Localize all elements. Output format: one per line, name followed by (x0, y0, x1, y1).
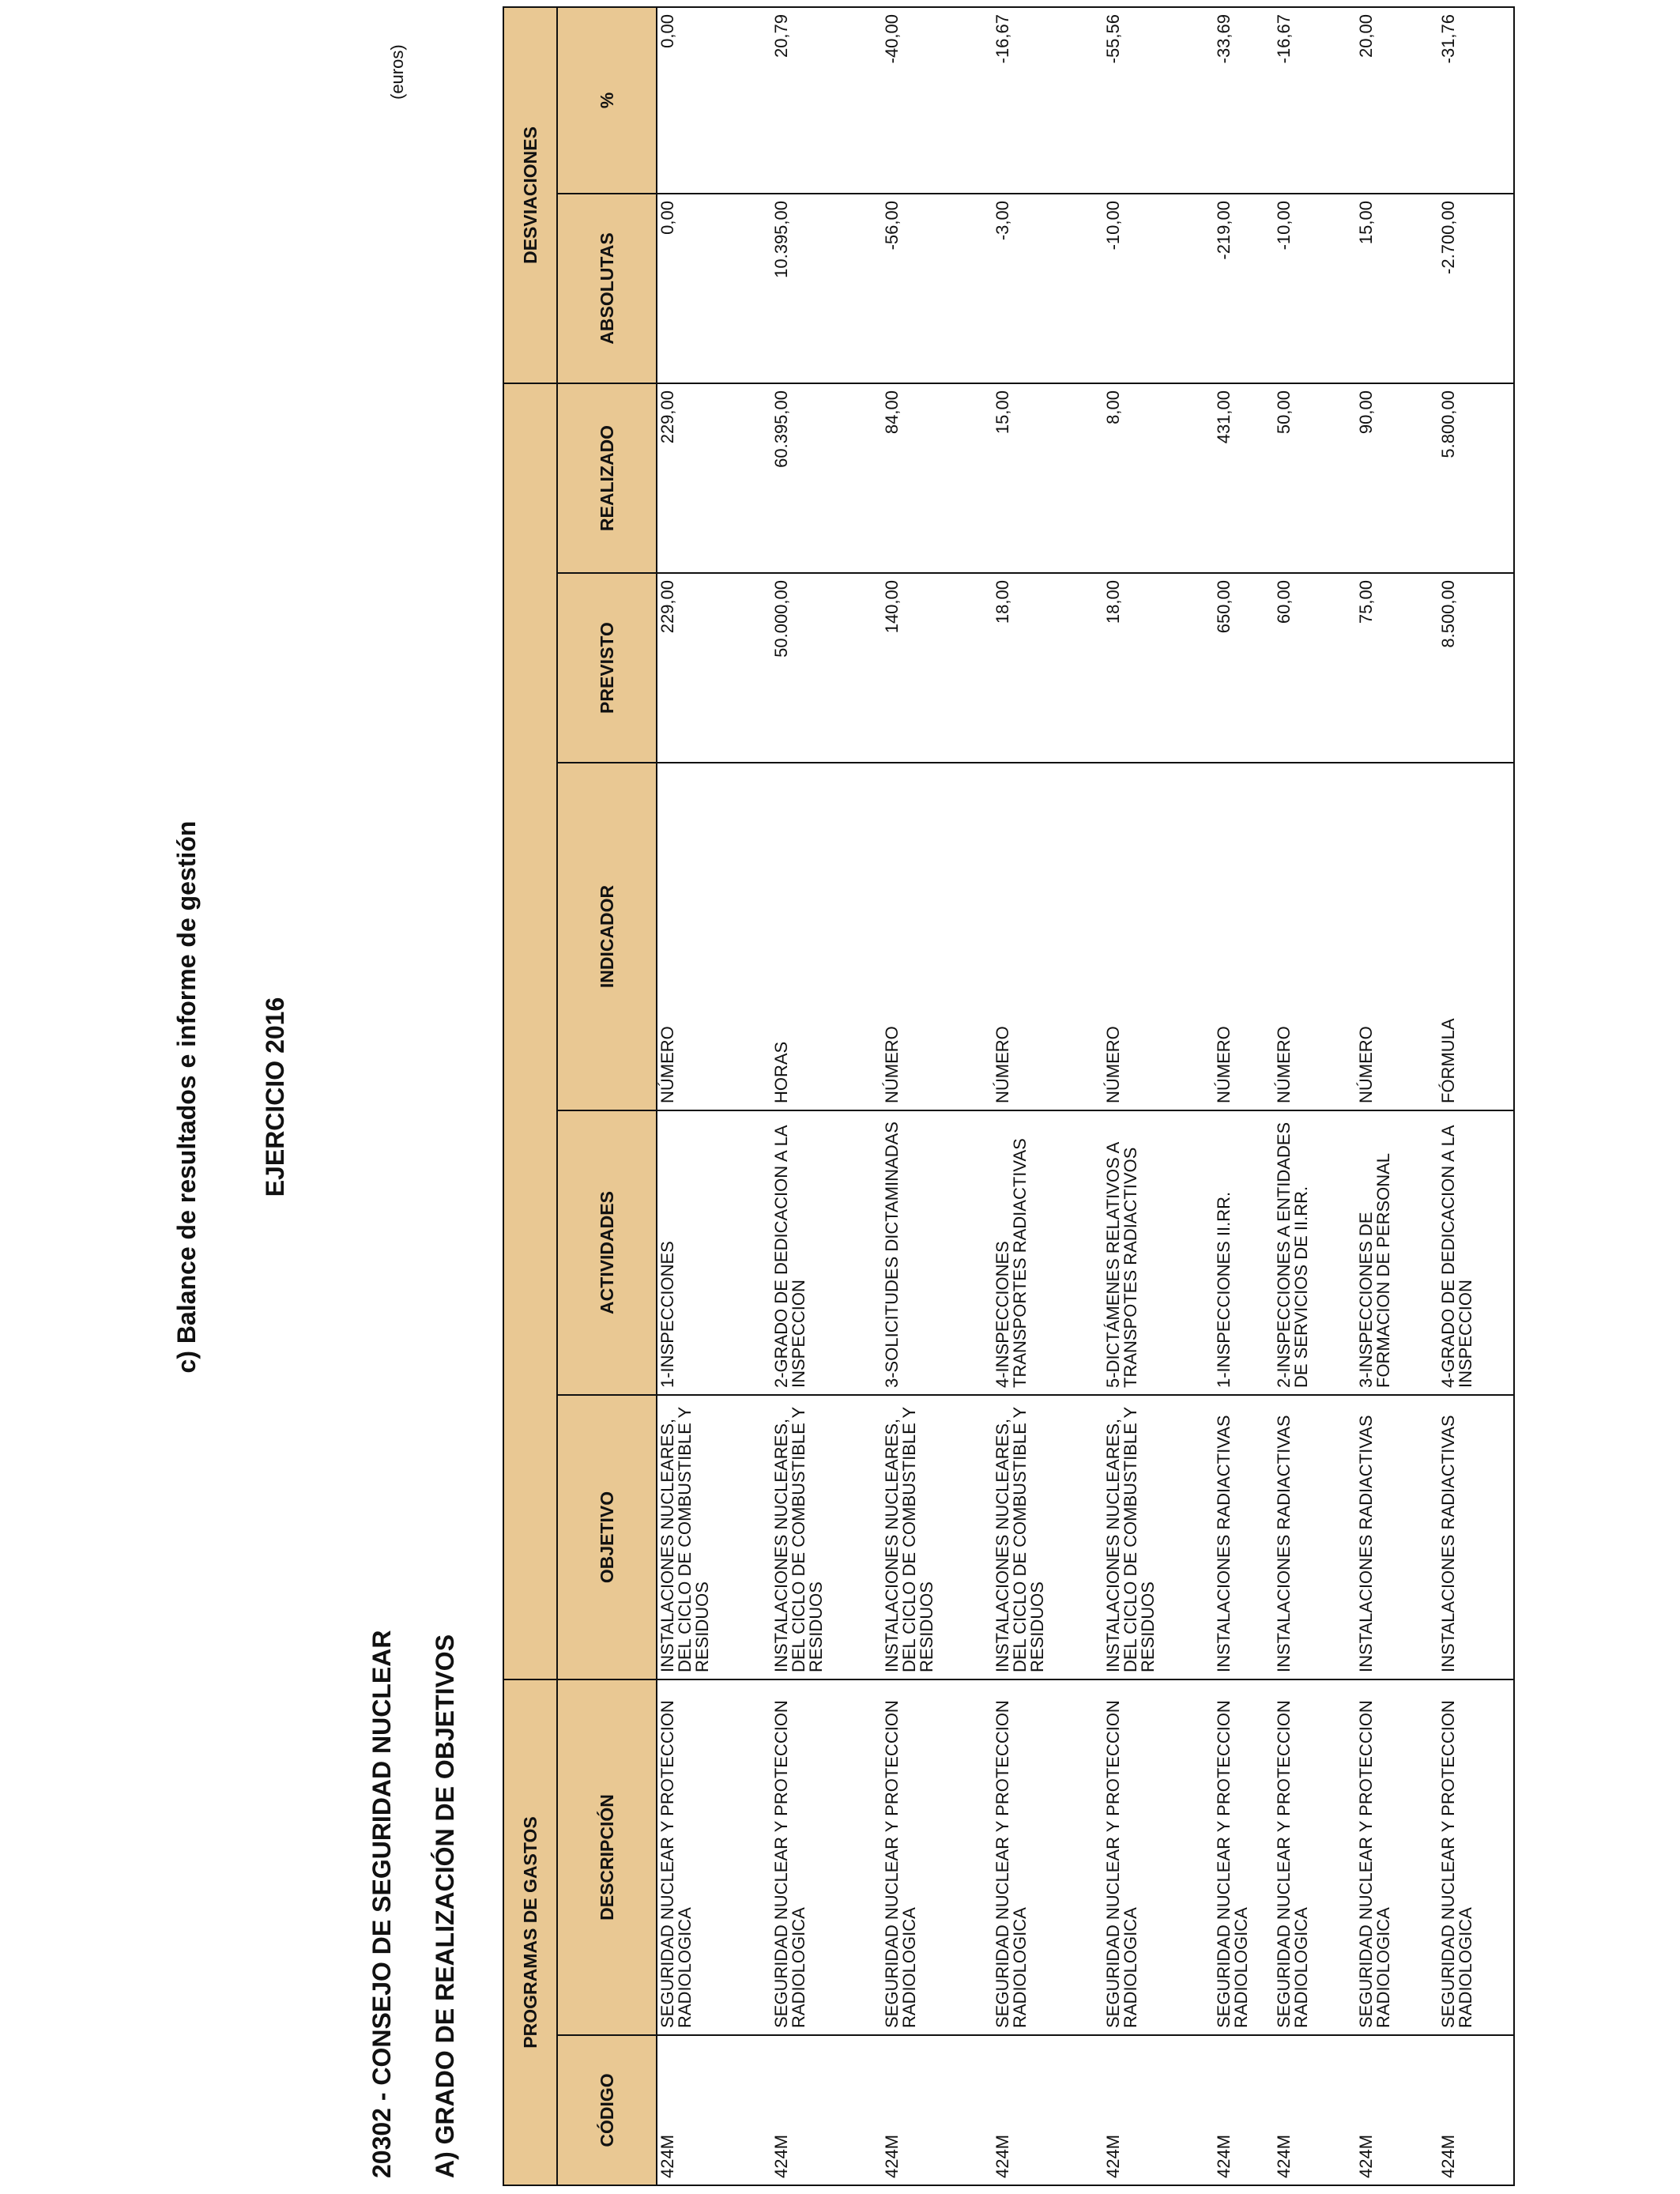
cell-objetivo: INSTALACIONES NUCLEARES, DEL CICLO DE COMBUSTIBLE Y RESIDUOS (771, 1395, 882, 1679)
cell-previsto: 50.000,00 (771, 573, 882, 763)
cell-absolutas: 0,00 (657, 194, 771, 383)
cell-realizado: 15,00 (993, 383, 1103, 573)
table-row (1356, 7, 1438, 2185)
cell-codigo: 424M (657, 2035, 771, 2185)
header-programas: PROGRAMAS DE GASTOS (503, 1679, 557, 2185)
cell-objetivo: INSTALACIONES RADIACTIVAS (1438, 1395, 1514, 1679)
entity-heading: 20302 - CONSEJO DE SEGURIDAD NUCLEAR (367, 1630, 396, 2178)
cell-realizado: 90,00 (1356, 383, 1438, 573)
table-body (657, 7, 1514, 2185)
cell-descripcion: SEGURIDAD NUCLEAR Y PROTECCION RADIOLOGICA (657, 1679, 771, 2035)
table-row (1274, 7, 1356, 2185)
cell-descripcion: SEGURIDAD NUCLEAR Y PROTECCION RADIOLOGICA (1274, 1679, 1356, 2035)
cell-pct: -55,56 (1103, 7, 1214, 194)
cell-codigo: 424M (1103, 2035, 1214, 2185)
cell-actividad: 1-INSPECCIONES (657, 1110, 771, 1395)
section-heading: A) GRADO DE REALIZACIÓN DE OBJETIVOS (431, 1634, 459, 2178)
cell-descripcion: SEGURIDAD NUCLEAR Y PROTECCION RADIOLOGICA (882, 1679, 993, 2035)
cell-pct: -33,69 (1214, 7, 1274, 194)
cell-previsto: 60,00 (1274, 573, 1356, 763)
cell-actividad: 1-INSPECCIONES II.RR. (1214, 1110, 1274, 1395)
cell-codigo: 424M (1356, 2035, 1438, 2185)
cell-descripcion: SEGURIDAD NUCLEAR Y PROTECCION RADIOLOGICA (771, 1679, 882, 2035)
cell-codigo: 424M (993, 2035, 1103, 2185)
cell-objetivo: INSTALACIONES NUCLEARES, DEL CICLO DE COMBUSTIBLE Y RESIDUOS (657, 1395, 771, 1679)
cell-absolutas: -219,00 (1214, 194, 1274, 383)
cell-actividad: 2-INSPECCIONES A ENTIDADES DE SERVICIOS DE II.RR. (1274, 1110, 1356, 1395)
cell-pct: 20,79 (771, 7, 882, 194)
cell-actividad: 2-GRADO DE DEDICACION A LA INSPECCION (771, 1110, 882, 1395)
cell-descripcion: SEGURIDAD NUCLEAR Y PROTECCION RADIOLOGICA (1438, 1679, 1514, 2035)
cell-descripcion: SEGURIDAD NUCLEAR Y PROTECCION RADIOLOGICA (993, 1679, 1103, 2035)
cell-indicador: FÓRMULA (1438, 763, 1514, 1110)
table-row (993, 7, 1103, 2185)
cell-objetivo: INSTALACIONES NUCLEARES, DEL CICLO DE COMBUSTIBLE Y RESIDUOS (1103, 1395, 1214, 1679)
cell-realizado: 5.800,00 (1438, 383, 1514, 573)
header-pct: % (557, 7, 657, 194)
cell-descripcion: SEGURIDAD NUCLEAR Y PROTECCION RADIOLOGICA (1214, 1679, 1274, 2035)
cell-indicador: HORAS (771, 763, 882, 1110)
header-realizado: REALIZADO (557, 383, 657, 573)
cell-indicador: NÚMERO (1356, 763, 1438, 1110)
cell-descripcion: SEGURIDAD NUCLEAR Y PROTECCION RADIOLOGICA (1356, 1679, 1438, 2035)
cell-codigo: 424M (771, 2035, 882, 2185)
cell-pct: 20,00 (1356, 7, 1438, 194)
header-codigo: CÓDIGO (557, 2035, 657, 2185)
header-descripcion: DESCRIPCIÓN (557, 1679, 657, 2035)
cell-codigo: 424M (882, 2035, 993, 2185)
header-column-row (557, 7, 657, 2185)
cell-objetivo: INSTALACIONES RADIACTIVAS (1214, 1395, 1274, 1679)
fiscal-year-label: EJERCICIO 2016 (261, 997, 289, 1197)
cell-actividad: 3-INSPECCIONES DE FORMACION DE PERSONAL (1356, 1110, 1438, 1395)
cell-actividad: 4-INSPECCIONES TRANSPORTES RADIACTIVAS (993, 1110, 1103, 1395)
cell-indicador: NÚMERO (993, 763, 1103, 1110)
cell-codigo: 424M (1274, 2035, 1356, 2185)
cell-previsto: 140,00 (882, 573, 993, 763)
cell-absolutas: 15,00 (1356, 194, 1438, 383)
header-objetivo: OBJETIVO (557, 1395, 657, 1679)
table-row (771, 7, 882, 2185)
cell-actividad: 3-SOLICITUDES DICTAMINADAS (882, 1110, 993, 1395)
table-row (1438, 7, 1514, 2185)
cell-objetivo: INSTALACIONES RADIACTIVAS (1356, 1395, 1438, 1679)
header-absolutas: ABSOLUTAS (557, 194, 657, 383)
cell-absolutas: 10.395,00 (771, 194, 882, 383)
cell-previsto: 75,00 (1356, 573, 1438, 763)
cell-objetivo: INSTALACIONES NUCLEARES, DEL CICLO DE COMBUSTIBLE Y RESIDUOS (882, 1395, 993, 1679)
cell-codigo: 424M (1214, 2035, 1274, 2185)
cell-objetivo: INSTALACIONES RADIACTIVAS (1274, 1395, 1356, 1679)
table-row (882, 7, 993, 2185)
cell-pct: -40,00 (882, 7, 993, 194)
header-previsto: PREVISTO (557, 573, 657, 763)
cell-indicador: NÚMERO (1103, 763, 1214, 1110)
header-actividades: ACTIVIDADES (557, 1110, 657, 1395)
cell-realizado: 50,00 (1274, 383, 1356, 573)
table-row (1103, 7, 1214, 2185)
cell-realizado: 229,00 (657, 383, 771, 573)
cell-absolutas: -10,00 (1274, 194, 1356, 383)
header-blank-group (503, 383, 557, 1679)
cell-realizado: 84,00 (882, 383, 993, 573)
cell-pct: -16,67 (993, 7, 1103, 194)
cell-codigo: 424M (1438, 2035, 1514, 2185)
cell-descripcion: SEGURIDAD NUCLEAR Y PROTECCION RADIOLOGICA (1103, 1679, 1214, 2035)
cell-actividad: 5-DICTÁMENES RELATIVOS A TRANSPOTES RADIACTIVOS (1103, 1110, 1214, 1395)
cell-previsto: 650,00 (1214, 573, 1274, 763)
cell-indicador: NÚMERO (657, 763, 771, 1110)
cell-previsto: 18,00 (1103, 573, 1214, 763)
cell-pct: -31,76 (1438, 7, 1514, 194)
cell-indicador: NÚMERO (882, 763, 993, 1110)
header-indicador: INDICADOR (557, 763, 657, 1110)
cell-realizado: 431,00 (1214, 383, 1274, 573)
cell-pct: -16,67 (1274, 7, 1356, 194)
cell-objetivo: INSTALACIONES NUCLEARES, DEL CICLO DE COMBUSTIBLE Y RESIDUOS (993, 1395, 1103, 1679)
cell-pct: 0,00 (657, 7, 771, 194)
cell-actividad: 4-GRADO DE DEDICACION A LA INSPECCION (1438, 1110, 1514, 1395)
cell-indicador: NÚMERO (1274, 763, 1356, 1110)
currency-unit-label: (euros) (387, 44, 407, 100)
cell-previsto: 8.500,00 (1438, 573, 1514, 763)
cell-absolutas: -10,00 (1103, 194, 1214, 383)
cell-realizado: 60.395,00 (771, 383, 882, 573)
cell-absolutas: -3,00 (993, 194, 1103, 383)
header-group-row (503, 7, 557, 2185)
cell-absolutas: -56,00 (882, 194, 993, 383)
cell-indicador: NÚMERO (1214, 763, 1274, 1110)
objectives-table (503, 6, 1515, 2186)
header-desviaciones: DESVIACIONES (503, 7, 557, 383)
cell-absolutas: -2.700,00 (1438, 194, 1514, 383)
document-title: c) Balance de resultados e informe de gestión (172, 820, 201, 1374)
table-row (1214, 7, 1274, 2185)
cell-realizado: 8,00 (1103, 383, 1214, 573)
cell-previsto: 229,00 (657, 573, 771, 763)
cell-previsto: 18,00 (993, 573, 1103, 763)
table-row (657, 7, 771, 2185)
